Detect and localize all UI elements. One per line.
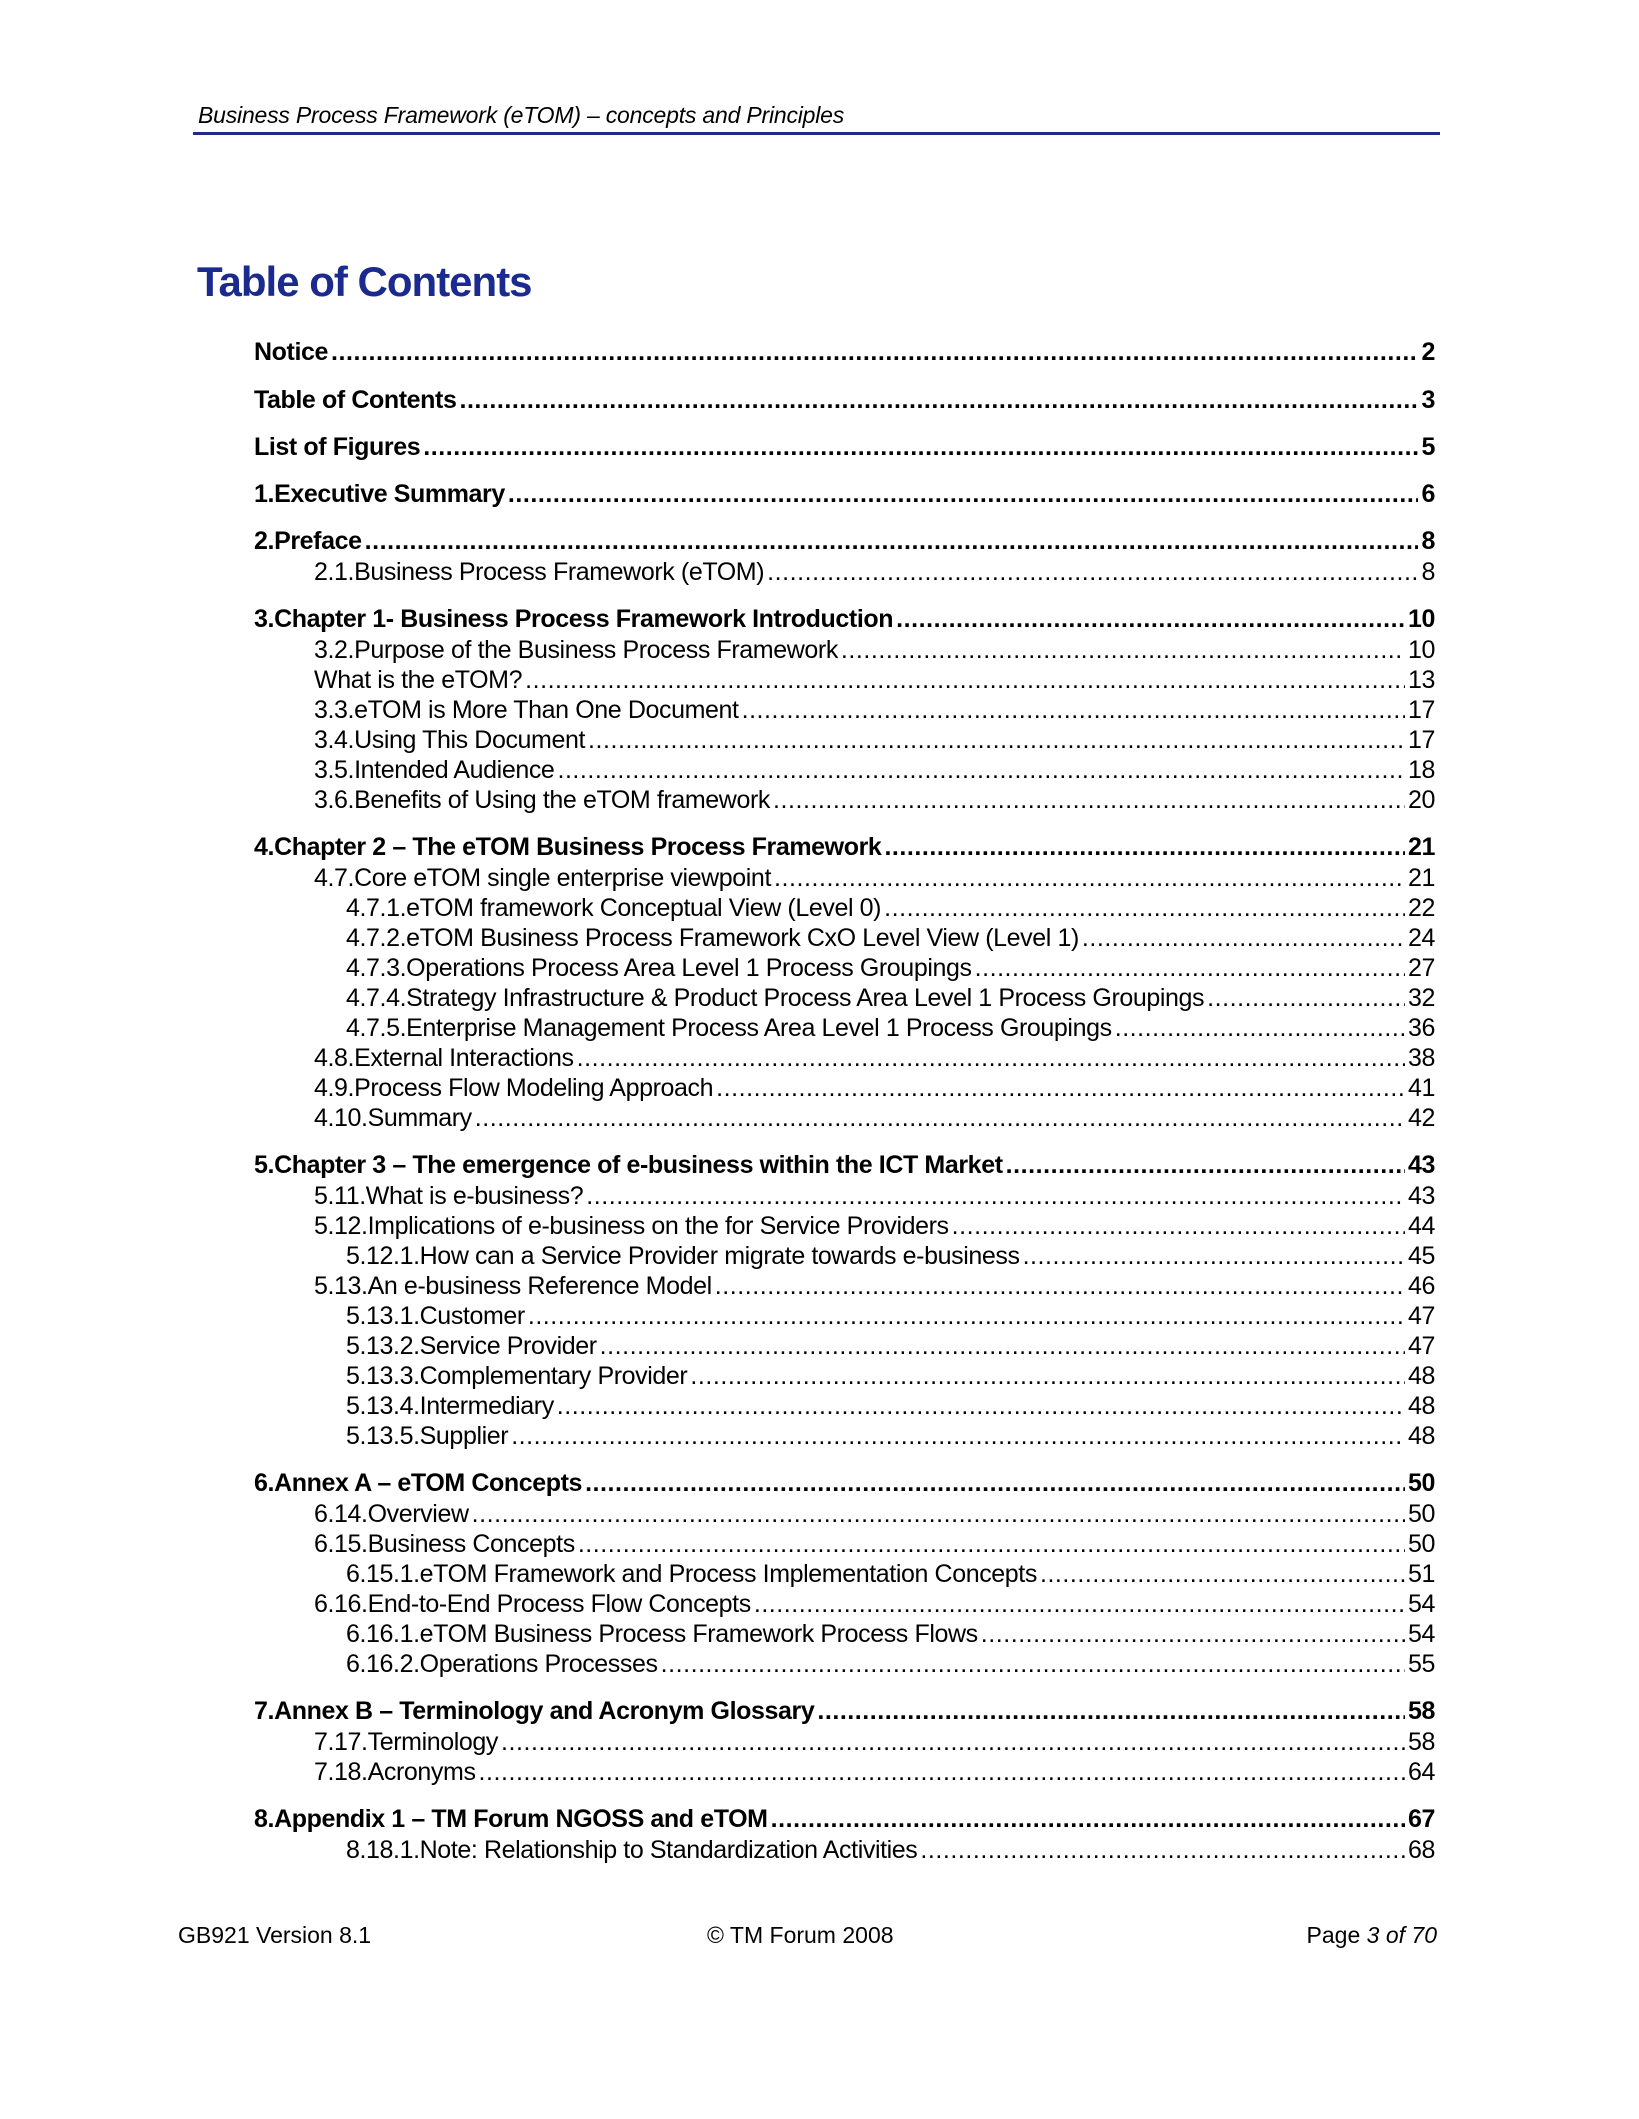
- toc-entry-title: Acronyms: [367, 1758, 476, 1786]
- toc-entry-number: 5.13.3.: [346, 1362, 420, 1390]
- toc-entry[interactable]: [346, 1242, 1435, 1271]
- toc-entry-title: Intermediary: [419, 1392, 554, 1420]
- toc-entry[interactable]: [314, 1104, 1435, 1133]
- toc-entry-number: 7.: [254, 1697, 275, 1725]
- toc-entry[interactable]: [254, 386, 1435, 415]
- toc-entry[interactable]: [314, 1182, 1435, 1211]
- toc-entry-title: Preface: [274, 527, 362, 555]
- toc-entry[interactable]: [254, 480, 1435, 509]
- toc-entry-title: Chapter 3 – The emergence of e-business within the ICT Market: [274, 1151, 1003, 1179]
- toc-dot-leader: [585, 1469, 1405, 1498]
- toc-entry-title: How can a Service Provider migrate towards e-business: [419, 1242, 1020, 1270]
- toc-entry[interactable]: [314, 756, 1435, 785]
- toc-dot-leader: [600, 1332, 1405, 1361]
- toc-entry-title: Strategy Infrastructure & Product Process Area Level 1 Process Groupings: [406, 984, 1205, 1012]
- toc-entry-page: 3: [1421, 386, 1435, 414]
- toc-dot-leader: [528, 1302, 1405, 1331]
- toc-entry-page: 21: [1407, 864, 1435, 892]
- toc-entry-number: 3.5.: [314, 756, 355, 784]
- toc-entry-number: 5.12.1.: [346, 1242, 420, 1270]
- toc-entry[interactable]: [314, 558, 1435, 587]
- toc-dot-leader: [577, 1044, 1405, 1073]
- toc-entry-page: 47: [1407, 1302, 1435, 1330]
- toc-dot-leader: [690, 1362, 1405, 1391]
- toc-entry-title: Supplier: [419, 1422, 509, 1450]
- toc-entry-title: Core eTOM single enterprise viewpoint: [354, 864, 771, 892]
- toc-entry[interactable]: [346, 1362, 1435, 1391]
- toc-dot-leader: [742, 696, 1405, 725]
- toc-entry-number: 3.: [254, 605, 275, 633]
- toc-entry-title: eTOM Business Process Framework CxO Level View (Level 1): [406, 924, 1079, 952]
- toc-entry-page: 21: [1407, 833, 1435, 861]
- toc-entry-title: Customer: [419, 1302, 525, 1330]
- toc-dot-leader: [588, 726, 1405, 755]
- toc-entry-title: Notice: [254, 338, 329, 366]
- toc-dot-leader: [586, 1182, 1405, 1211]
- toc-entry-title: eTOM is More Than One Document: [354, 696, 739, 724]
- footer-page-current: 3: [1366, 1922, 1380, 1948]
- toc-entry[interactable]: [346, 1836, 1435, 1865]
- toc-entry-title: Using This Document: [354, 726, 586, 754]
- toc-entry-page: 13: [1407, 666, 1435, 694]
- toc-entry-title: An e-business Reference Model: [367, 1272, 712, 1300]
- toc-entry-title: Purpose of the Business Process Framework: [354, 636, 838, 664]
- toc-entry-number: 4.7.2.: [346, 924, 407, 952]
- toc-entry[interactable]: [314, 1728, 1435, 1757]
- toc-entry-number: 2.1.: [314, 558, 355, 586]
- toc-dot-leader: [754, 1590, 1405, 1619]
- toc-entry-title: Process Flow Modeling Approach: [354, 1074, 714, 1102]
- toc-dot-leader: [1006, 1151, 1405, 1180]
- toc-entry[interactable]: [254, 527, 1435, 556]
- toc-entry-page: 50: [1407, 1500, 1435, 1528]
- toc-entry-number: 6.16.1.: [346, 1620, 420, 1648]
- toc-entry-number: 2.: [254, 527, 275, 555]
- toc-entry-page: 50: [1407, 1469, 1435, 1497]
- toc-entry-page: 38: [1407, 1044, 1435, 1072]
- toc-dot-leader: [1023, 1242, 1405, 1271]
- toc-entry-page: 10: [1407, 636, 1435, 664]
- toc-entry[interactable]: [346, 894, 1435, 923]
- toc-entry-page: 36: [1407, 1014, 1435, 1042]
- toc-entry[interactable]: [346, 1302, 1435, 1331]
- toc-dot-leader: [578, 1530, 1405, 1559]
- footer-copyright: © TM Forum 2008: [707, 1922, 894, 1948]
- toc-entry-page: 17: [1407, 696, 1435, 724]
- toc-entry-number: 5.13.4.: [346, 1392, 420, 1420]
- toc-entry-title: eTOM framework Conceptual View (Level 0): [406, 894, 882, 922]
- toc-entry[interactable]: [314, 1044, 1435, 1073]
- toc-entry[interactable]: [346, 1650, 1435, 1679]
- toc-entry-page: 58: [1407, 1728, 1435, 1756]
- toc-entry-page: 27: [1407, 954, 1435, 982]
- toc-entry-title: List of Figures: [254, 433, 421, 461]
- toc-entry-page: 51: [1407, 1560, 1435, 1588]
- toc-entry-page: 48: [1407, 1362, 1435, 1390]
- toc-entry[interactable]: [314, 726, 1435, 755]
- toc-entry-page: 54: [1407, 1590, 1435, 1618]
- toc-dot-leader: [365, 527, 1419, 556]
- toc-entry-number: 3.2.: [314, 636, 355, 664]
- toc-entry-number: 4.7.4.: [346, 984, 407, 1012]
- toc-entry-title: eTOM Framework and Process Implementation Concepts: [419, 1560, 1037, 1588]
- toc-dot-leader: [884, 894, 1405, 923]
- toc-dot-leader: [661, 1650, 1405, 1679]
- toc-entry[interactable]: [346, 984, 1435, 1013]
- toc-dot-leader: [841, 636, 1405, 665]
- toc-dot-leader: [331, 338, 1418, 367]
- toc-entry[interactable]: [346, 1392, 1435, 1421]
- toc-entry-number: 6.16.: [314, 1590, 368, 1618]
- toc-dot-leader: [1207, 984, 1405, 1013]
- toc-entry-page: 48: [1407, 1422, 1435, 1450]
- toc-dot-leader: [472, 1500, 1405, 1529]
- toc-entry-number: 4.7.3.: [346, 954, 407, 982]
- toc-entry-page: 32: [1407, 984, 1435, 1012]
- toc-entry-number: 5.13.1.: [346, 1302, 420, 1330]
- footer-page-number: [1307, 1922, 1437, 1949]
- toc-entry-page: 55: [1407, 1650, 1435, 1678]
- footer-page-of: of: [1385, 1922, 1406, 1948]
- toc-dot-leader: [557, 756, 1405, 785]
- toc-entry[interactable]: [314, 696, 1435, 725]
- toc-entry[interactable]: [254, 833, 1435, 862]
- running-header: Business Process Framework (eTOM) – concepts and Principles: [198, 102, 845, 128]
- toc-entry-page: 43: [1407, 1182, 1435, 1210]
- toc-entry[interactable]: [314, 1212, 1435, 1241]
- toc-entry-page: 41: [1407, 1074, 1435, 1102]
- toc-entry-page: 17: [1407, 726, 1435, 754]
- toc-entry[interactable]: [254, 338, 1435, 367]
- toc-entry-number: 3.3.: [314, 696, 355, 724]
- toc-entry-page: 8: [1421, 558, 1435, 586]
- toc-entry-number: 7.18.: [314, 1758, 368, 1786]
- toc-entry-title: Summary: [367, 1104, 472, 1132]
- footer-version: GB921 Version 8.1: [178, 1922, 372, 1948]
- toc-entry[interactable]: [314, 1500, 1435, 1529]
- toc-entry-number: 4.8.: [314, 1044, 355, 1072]
- toc-entry[interactable]: [346, 954, 1435, 983]
- toc-dot-leader: [511, 1422, 1405, 1451]
- toc-entry-page: 68: [1407, 1836, 1435, 1864]
- toc-entry-title: Appendix 1 – TM Forum NGOSS and eTOM: [274, 1805, 768, 1833]
- toc-entry-title: External Interactions: [354, 1044, 574, 1072]
- toc-entry-number: 8.: [254, 1805, 275, 1833]
- toc-entry[interactable]: [314, 636, 1435, 665]
- toc-entry-page: 6: [1421, 480, 1435, 508]
- toc-entry-number: 3.6.: [314, 786, 355, 814]
- toc-entry-number: 7.17.: [314, 1728, 368, 1756]
- toc-dot-leader: [525, 666, 1405, 695]
- toc-entry-page: 8: [1421, 527, 1435, 555]
- toc-entry[interactable]: [254, 1697, 1435, 1726]
- toc-entry[interactable]: [314, 1074, 1435, 1103]
- toc-entry-title: Enterprise Management Process Area Level 1 Process Groupings: [406, 1014, 1112, 1042]
- toc-dot-leader: [557, 1392, 1405, 1421]
- toc-dot-leader: [975, 954, 1405, 983]
- footer-page-label: Page: [1306, 1922, 1361, 1948]
- toc-dot-leader: [817, 1697, 1405, 1726]
- toc-entry-title: Executive Summary: [274, 480, 505, 508]
- toc-entry[interactable]: [314, 786, 1435, 815]
- toc-entry[interactable]: [314, 1590, 1435, 1619]
- toc-entry-number: 4.10.: [314, 1104, 368, 1132]
- toc-entry-page: 46: [1407, 1272, 1435, 1300]
- toc-entry-number: 6.: [254, 1469, 275, 1497]
- toc-entry[interactable]: [254, 1469, 1435, 1498]
- toc-entry-title: Benefits of Using the eTOM framework: [354, 786, 770, 814]
- toc-entry-page: 10: [1407, 605, 1435, 633]
- toc-dot-leader: [423, 433, 1418, 462]
- toc-entry-page: 42: [1407, 1104, 1435, 1132]
- toc-dot-leader: [920, 1836, 1405, 1865]
- toc-entry-title: Terminology: [367, 1728, 498, 1756]
- toc-entry[interactable]: [346, 1332, 1435, 1361]
- toc-dot-leader: [896, 605, 1405, 634]
- toc-entry-number: 4.7.: [314, 864, 355, 892]
- toc-dot-leader: [459, 386, 1418, 415]
- toc-entry-number: 5.13.: [314, 1272, 368, 1300]
- toc-entry-title: Annex A – eTOM Concepts: [274, 1469, 583, 1497]
- toc-entry-page: 2: [1421, 338, 1435, 366]
- toc-entry-page: 50: [1407, 1530, 1435, 1558]
- toc-entry-page: 22: [1407, 894, 1435, 922]
- toc-entry-number: 4.9.: [314, 1074, 355, 1102]
- toc-entry-title: Service Provider: [419, 1332, 597, 1360]
- toc-entry-page: 58: [1407, 1697, 1435, 1725]
- toc-entry-title: Overview: [367, 1500, 469, 1528]
- toc-entry[interactable]: [314, 1272, 1435, 1301]
- toc-entry-page: 18: [1407, 756, 1435, 784]
- toc-dot-leader: [715, 1272, 1405, 1301]
- toc-entry[interactable]: [314, 864, 1435, 893]
- toc-dot-leader: [773, 786, 1405, 815]
- toc-entry-number: 5.13.2.: [346, 1332, 420, 1360]
- toc-entry-number: 5.13.5.: [346, 1422, 420, 1450]
- toc-entry[interactable]: [346, 1560, 1435, 1589]
- footer-page-total: 70: [1411, 1922, 1437, 1948]
- toc-dot-leader: [1115, 1014, 1405, 1043]
- toc-dot-leader: [475, 1104, 1405, 1133]
- toc-entry[interactable]: [314, 666, 1435, 695]
- toc-entry-number: 6.15.: [314, 1530, 368, 1558]
- toc-entry-page: 43: [1407, 1151, 1435, 1179]
- toc-dot-leader: [508, 480, 1419, 509]
- toc-entry[interactable]: [314, 1530, 1435, 1559]
- toc-entry-page: 48: [1407, 1392, 1435, 1420]
- toc-entry-number: 4.7.5.: [346, 1014, 407, 1042]
- toc-entry-number: 5.: [254, 1151, 275, 1179]
- toc-dot-leader: [884, 833, 1405, 862]
- toc-entry-title: Note: Relationship to Standardization Activities: [419, 1836, 918, 1864]
- toc-entry-title: Operations Process Area Level 1 Process Groupings: [406, 954, 972, 982]
- toc-entry-title: Business Process Framework (eTOM): [354, 558, 765, 586]
- toc-entry-title: What is the eTOM?: [314, 666, 523, 694]
- toc-dot-leader: [774, 864, 1405, 893]
- toc-entry-title: Implications of e-business on the for Service Providers: [367, 1212, 949, 1240]
- toc-entry-number: 8.18.1.: [346, 1836, 420, 1864]
- toc-entry[interactable]: [254, 1151, 1435, 1180]
- toc-dot-leader: [1040, 1560, 1405, 1589]
- page-title: Table of Contents: [197, 258, 532, 305]
- toc-entry-page: 47: [1407, 1332, 1435, 1360]
- toc-entry-page: 44: [1407, 1212, 1435, 1240]
- toc-dot-leader: [981, 1620, 1405, 1649]
- toc-dot-leader: [952, 1212, 1405, 1241]
- toc-entry-title: eTOM Business Process Framework Process Flows: [419, 1620, 978, 1648]
- toc-entry-number: 5.11.: [314, 1182, 366, 1210]
- toc-entry-number: 4.7.1.: [346, 894, 407, 922]
- toc-entry-page: 45: [1407, 1242, 1435, 1270]
- toc-entry-title: Intended Audience: [354, 756, 555, 784]
- toc-entry-title: Business Concepts: [367, 1530, 575, 1558]
- toc-entry-number: 6.14.: [314, 1500, 368, 1528]
- toc-entry-page: 20: [1407, 786, 1435, 814]
- toc-entry[interactable]: [346, 1422, 1435, 1451]
- toc-entry-page: 54: [1407, 1620, 1435, 1648]
- toc-dot-leader: [501, 1728, 1405, 1757]
- toc-entry[interactable]: [254, 605, 1435, 634]
- toc-entry[interactable]: [254, 433, 1435, 462]
- toc-entry-title: Chapter 2 – The eTOM Business Process Framework: [274, 833, 882, 861]
- toc-dot-leader: [767, 558, 1418, 587]
- toc-entry-title: What is e-business?: [365, 1182, 584, 1210]
- toc-dot-leader: [771, 1805, 1405, 1834]
- toc-entry-number: 3.4.: [314, 726, 355, 754]
- toc-entry-number: 1.: [254, 480, 275, 508]
- toc-entry-page: 5: [1421, 433, 1435, 461]
- toc-entry[interactable]: [254, 1805, 1435, 1834]
- toc-entry[interactable]: [346, 1014, 1435, 1043]
- toc-entry-title: Complementary Provider: [419, 1362, 688, 1390]
- toc-entry[interactable]: [346, 924, 1435, 953]
- toc-entry-title: Table of Contents: [254, 386, 457, 414]
- toc-entry-title: Chapter 1- Business Process Framework Introduction: [274, 605, 894, 633]
- toc-entry-page: 64: [1407, 1758, 1435, 1786]
- toc-entry-page: 67: [1407, 1805, 1435, 1833]
- toc-entry-title: Operations Processes: [419, 1650, 658, 1678]
- toc-entry-title: End-to-End Process Flow Concepts: [367, 1590, 751, 1618]
- toc-dot-leader: [716, 1074, 1405, 1103]
- toc-entry-number: 6.15.1.: [346, 1560, 420, 1588]
- toc-entry-page: 24: [1407, 924, 1435, 952]
- toc-entry[interactable]: [346, 1620, 1435, 1649]
- toc-entry-number: 4.: [254, 833, 275, 861]
- toc-dot-leader: [479, 1758, 1405, 1787]
- toc-dot-leader: [1082, 924, 1405, 953]
- toc-entry-number: 5.12.: [314, 1212, 368, 1240]
- toc-entry[interactable]: [314, 1758, 1435, 1787]
- toc-entry-number: 6.16.2.: [346, 1650, 420, 1678]
- toc-entry-title: Annex B – Terminology and Acronym Glossary: [274, 1697, 815, 1725]
